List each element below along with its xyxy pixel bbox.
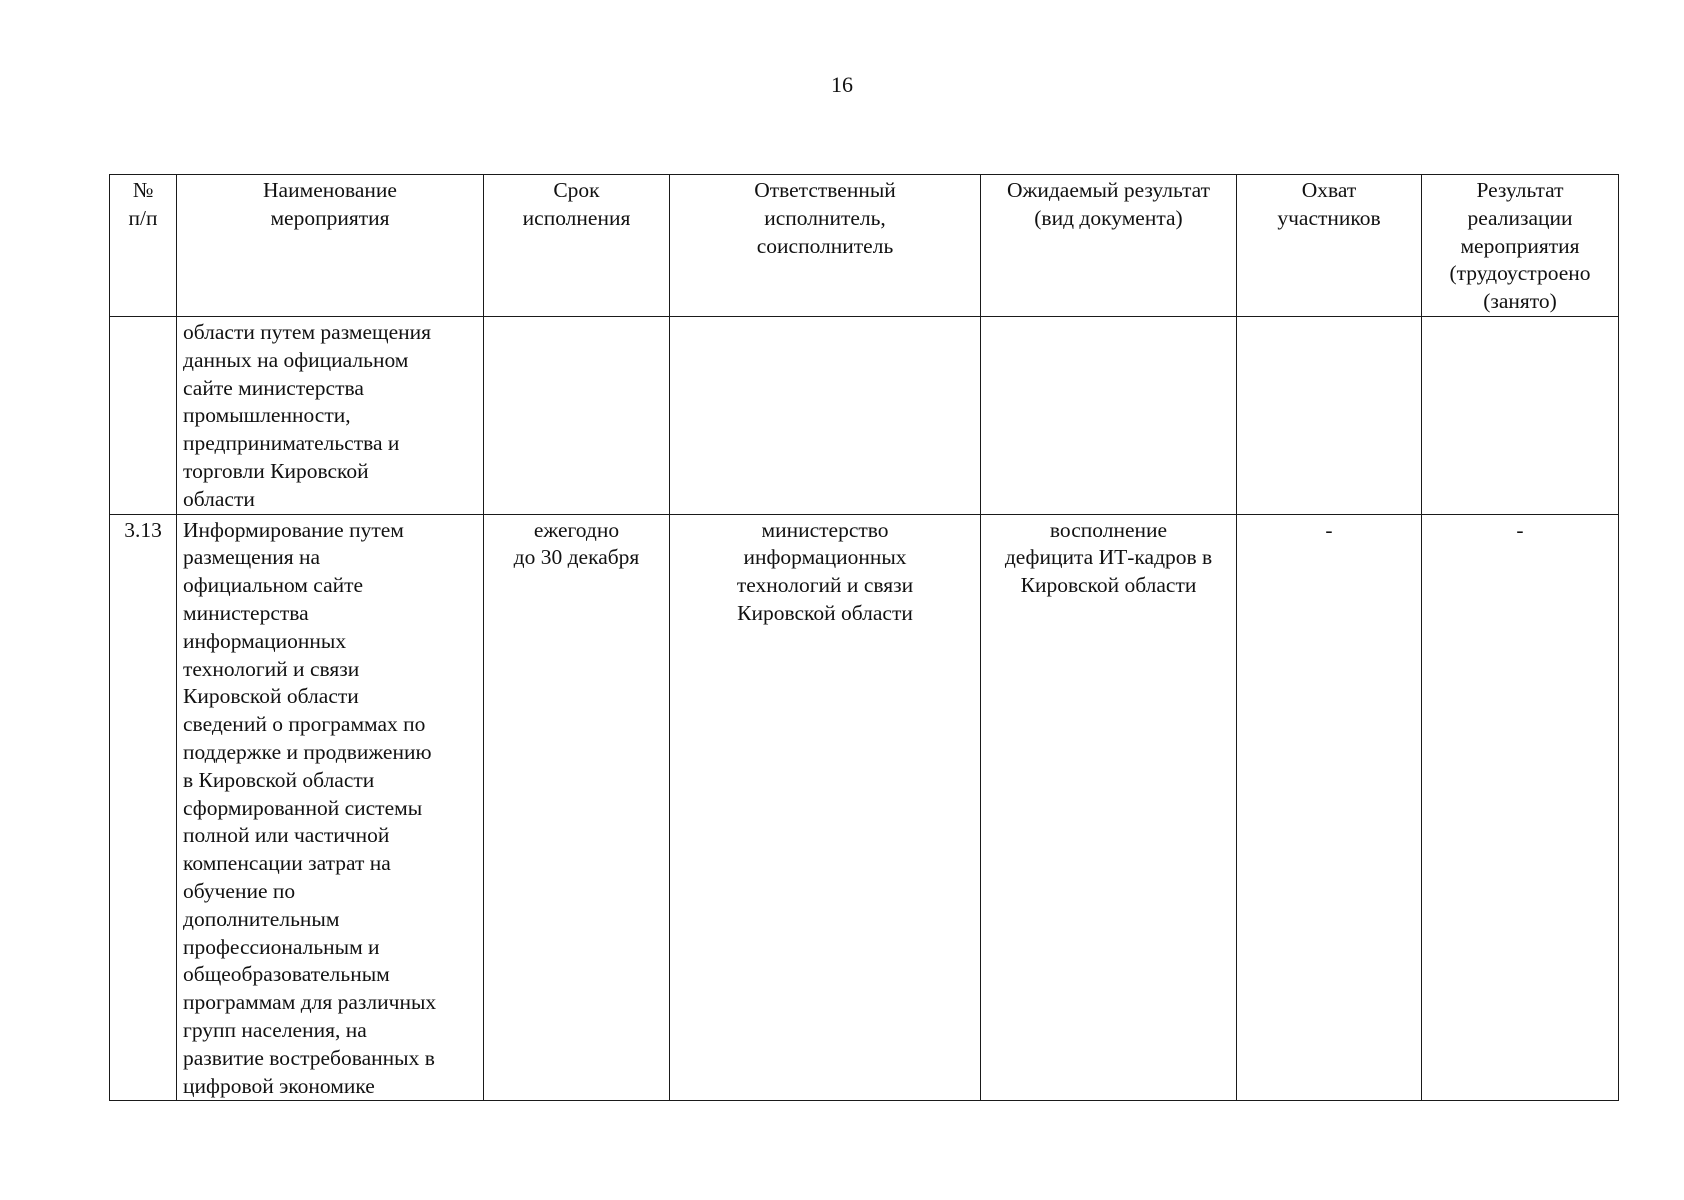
table-row [110, 316, 1619, 514]
header-num: № п/п [110, 175, 177, 317]
cell-responsible [670, 316, 981, 514]
header-coverage: Охват участников [1237, 175, 1422, 317]
cell-num [110, 316, 177, 514]
cell-coverage [1237, 316, 1422, 514]
cell-name: области путем размещения данных на официальном сайте министерства промышленности, предпринимательства и торговли Кировской области [177, 316, 484, 514]
cell-expected [981, 316, 1237, 514]
page-number: 16 [831, 72, 853, 97]
header-responsible: Ответственный исполнитель, соисполнитель [670, 175, 981, 317]
table-header-row [110, 175, 1619, 317]
cell-result: - [1422, 514, 1619, 1101]
cell-responsible: министерство информационных технологий и связи Кировской области [670, 514, 981, 1101]
cell-name: Информирование путем размещения на официальном сайте министерства информационных технологий и связи Кировской области сведений о программах по поддержке и продвижению в Кировской области сформированной системы полной или частичной компенсации затрат на обучение по дополнительным профессиональным и общеобразовательным программам для различных групп населения, на развитие востребованных в цифровой экономике [177, 514, 484, 1101]
table-row [110, 514, 1619, 1101]
cell-deadline: ежегодно до 30 декабря [484, 514, 670, 1101]
cell-deadline [484, 316, 670, 514]
header-name: Наименование мероприятия [177, 175, 484, 317]
header-expected: Ожидаемый результат (вид документа) [981, 175, 1237, 317]
header-deadline: Срок исполнения [484, 175, 670, 317]
cell-num: 3.13 [110, 514, 177, 1101]
header-result: Результат реализации мероприятия (трудоустроено (занято) [1422, 175, 1619, 317]
cell-coverage: - [1237, 514, 1422, 1101]
measures-table [109, 174, 1619, 1101]
cell-result [1422, 316, 1619, 514]
cell-expected: восполнение дефицита ИТ-кадров в Кировской области [981, 514, 1237, 1101]
